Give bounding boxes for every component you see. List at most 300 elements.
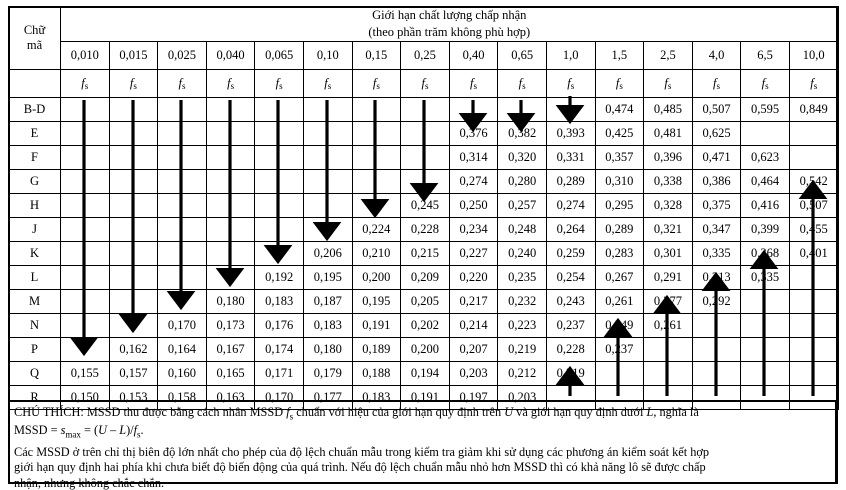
fs-sub-0: s xyxy=(84,80,89,91)
cell: 0,474 xyxy=(595,97,644,121)
fs-letter-6: f xyxy=(372,75,377,90)
table-row xyxy=(9,121,839,145)
aql-col-4: 0,065 xyxy=(255,41,304,69)
fs-code-spacer xyxy=(9,69,61,97)
cell: 0,416 xyxy=(741,193,790,217)
aql-col-7: 0,25 xyxy=(401,41,450,69)
cell xyxy=(206,121,255,145)
cell: 0,248 xyxy=(498,217,547,241)
aql-col-13: 4,0 xyxy=(692,41,741,69)
cell: 0,295 xyxy=(595,193,644,217)
cell: 0,401 xyxy=(789,241,838,265)
cell: 0,188 xyxy=(352,361,401,385)
cell xyxy=(61,169,110,193)
cell: 0,261 xyxy=(595,289,644,313)
cell: 0,202 xyxy=(401,313,450,337)
cell: 0,328 xyxy=(644,193,693,217)
aql-col-1: 0,015 xyxy=(109,41,158,69)
cell xyxy=(109,217,158,241)
cell: 0,191 xyxy=(352,313,401,337)
fs-sub-4: s xyxy=(279,80,283,91)
row-code: Q xyxy=(9,361,61,385)
cell xyxy=(789,121,838,145)
cell: 0,283 xyxy=(595,241,644,265)
fs-symbol-8 xyxy=(449,69,498,97)
fs-letter-14: f xyxy=(761,75,766,90)
cell xyxy=(109,313,158,337)
row-code: F xyxy=(9,145,61,169)
cell: 0,177 xyxy=(303,385,352,409)
cell: 0,209 xyxy=(401,265,450,289)
aql-title-header xyxy=(61,7,839,42)
row-code: N xyxy=(9,313,61,337)
cell: 0,167 xyxy=(206,337,255,361)
cell xyxy=(255,121,304,145)
cell xyxy=(303,169,352,193)
cell xyxy=(206,241,255,265)
fs-letter-7: f xyxy=(421,75,425,90)
cell: 0,164 xyxy=(158,337,207,361)
row-code: H xyxy=(9,193,61,217)
header-row-fs xyxy=(9,69,839,97)
cell: 0,206 xyxy=(303,241,352,265)
note-line2-fs: f xyxy=(133,422,138,437)
cell xyxy=(789,313,838,337)
cell xyxy=(158,265,207,289)
cell: 0,183 xyxy=(352,385,401,409)
fs-symbol-10 xyxy=(546,69,595,97)
cell xyxy=(303,121,352,145)
cell xyxy=(789,361,838,385)
cell xyxy=(401,169,450,193)
cell: 0,301 xyxy=(644,241,693,265)
row-code: M xyxy=(9,289,61,313)
cell: 0,289 xyxy=(546,169,595,193)
cell xyxy=(449,97,498,121)
note-line2-e: . xyxy=(140,422,144,437)
fs-sub-7: s xyxy=(424,80,429,91)
cell: 0,220 xyxy=(449,265,498,289)
note-line1-d: , nghĩa là xyxy=(653,405,699,419)
cell xyxy=(158,241,207,265)
note-line1-u: U xyxy=(504,405,514,419)
cell xyxy=(158,289,207,313)
cell: 0,212 xyxy=(498,361,547,385)
cell: 0,471 xyxy=(692,145,741,169)
fs-sub-8: s xyxy=(473,80,478,91)
code-header-line2: mã xyxy=(26,37,43,52)
cell: 0,259 xyxy=(546,241,595,265)
cell: 0,314 xyxy=(449,145,498,169)
cell xyxy=(109,289,158,313)
note-line2-s: s xyxy=(60,422,66,437)
cell xyxy=(109,169,158,193)
cell: 0,163 xyxy=(206,385,255,409)
cell: 0,347 xyxy=(692,217,741,241)
cell: 0,180 xyxy=(303,337,352,361)
cell: 0,481 xyxy=(644,121,693,145)
cell: 0,254 xyxy=(546,265,595,289)
cell: 0,194 xyxy=(401,361,450,385)
table-row xyxy=(9,145,839,169)
fs-letter-0: f xyxy=(81,75,85,90)
cell: 0,205 xyxy=(401,289,450,313)
cell xyxy=(255,145,304,169)
aql-col-6: 0,15 xyxy=(352,41,401,69)
cell xyxy=(789,337,838,361)
cell: 0,207 xyxy=(449,337,498,361)
cell xyxy=(255,241,304,265)
cell: 0,214 xyxy=(449,313,498,337)
aql-col-8: 0,40 xyxy=(449,41,498,69)
cell: 0,542 xyxy=(789,169,838,193)
fs-symbol-11 xyxy=(595,69,644,97)
cell xyxy=(546,97,595,121)
note-line2-u: U xyxy=(98,422,107,437)
aql-col-12: 2,5 xyxy=(644,41,693,69)
aql-col-3: 0,040 xyxy=(206,41,255,69)
cell xyxy=(109,97,158,121)
cell: 0,289 xyxy=(595,217,644,241)
row-code: E xyxy=(9,121,61,145)
fs-letter-11: f xyxy=(615,75,620,90)
cell: 0,227 xyxy=(449,241,498,265)
cell: 0,174 xyxy=(255,337,304,361)
cell xyxy=(158,217,207,241)
cell xyxy=(255,97,304,121)
cell: 0,257 xyxy=(498,193,547,217)
cell: 0,179 xyxy=(303,361,352,385)
cell: 0,321 xyxy=(644,217,693,241)
aql-table xyxy=(8,6,839,410)
cell: 0,849 xyxy=(789,97,838,121)
cell: 0,158 xyxy=(158,385,207,409)
aql-title-line2: (theo phần trăm không phù hợp) xyxy=(368,24,531,39)
note-block xyxy=(8,400,836,490)
cell: 0,180 xyxy=(206,289,255,313)
cell: 0,396 xyxy=(644,145,693,169)
cell xyxy=(644,337,693,361)
cell: 0,237 xyxy=(546,313,595,337)
cell xyxy=(692,337,741,361)
cell: 0,376 xyxy=(449,121,498,145)
cell: 0,219 xyxy=(498,337,547,361)
cell xyxy=(741,337,790,361)
fs-letter-5: f xyxy=(324,75,328,90)
cell xyxy=(158,145,207,169)
fs-sub-13: s xyxy=(716,80,721,91)
note-line2-c: – xyxy=(106,422,120,437)
fs-sub-15: s xyxy=(813,80,818,91)
cell: 0,217 xyxy=(449,289,498,313)
cell: 0,173 xyxy=(206,313,255,337)
cell xyxy=(158,193,207,217)
header-row-values xyxy=(9,41,839,69)
cell xyxy=(61,217,110,241)
cell xyxy=(352,121,401,145)
table-row xyxy=(9,337,839,361)
cell xyxy=(352,169,401,193)
aql-title-line1: Giới hạn chất lượng chấp nhận xyxy=(372,8,527,22)
cell: 0,375 xyxy=(692,193,741,217)
cell: 0,464 xyxy=(741,169,790,193)
cell xyxy=(595,361,644,385)
fs-sub-14: s xyxy=(765,80,769,91)
cell xyxy=(158,97,207,121)
fs-letter-12: f xyxy=(664,75,668,90)
fs-symbol-0 xyxy=(61,69,110,97)
fs-sub-3: s xyxy=(230,80,235,91)
cell xyxy=(61,289,110,313)
cell: 0,313 xyxy=(692,265,741,289)
cell xyxy=(401,145,450,169)
cell: 0,228 xyxy=(546,337,595,361)
cell: 0,200 xyxy=(401,337,450,361)
note-line2-b: = ( xyxy=(80,422,99,437)
cell xyxy=(741,289,790,313)
fs-letter-15: f xyxy=(810,75,814,90)
cell xyxy=(109,241,158,265)
cell: 0,162 xyxy=(109,337,158,361)
fs-sub-5: s xyxy=(327,80,332,91)
cell: 0,274 xyxy=(546,193,595,217)
cell: 0,267 xyxy=(595,265,644,289)
aql-col-15: 10,0 xyxy=(789,41,838,69)
cell xyxy=(255,193,304,217)
cell: 0,165 xyxy=(206,361,255,385)
cell xyxy=(206,217,255,241)
table-row xyxy=(9,217,839,241)
cell: 0,170 xyxy=(255,385,304,409)
cell: 0,368 xyxy=(741,241,790,265)
fs-symbol-3 xyxy=(206,69,255,97)
aql-col-11: 1,5 xyxy=(595,41,644,69)
cell: 0,153 xyxy=(109,385,158,409)
cell: 0,331 xyxy=(546,145,595,169)
row-code: R xyxy=(9,385,61,409)
cell: 0,291 xyxy=(644,265,693,289)
note-line1-l: L xyxy=(646,405,654,419)
note-line2-s-sub: max xyxy=(65,429,81,440)
cell xyxy=(401,97,450,121)
cell: 0,623 xyxy=(741,145,790,169)
cell: 0,240 xyxy=(498,241,547,265)
cell: 0,171 xyxy=(255,361,304,385)
row-code: G xyxy=(9,169,61,193)
note-line1-c: và giới hạn quy định dưới xyxy=(513,405,647,419)
cell xyxy=(741,313,790,337)
cell: 0,310 xyxy=(595,169,644,193)
note-line1-fs: f xyxy=(286,405,290,419)
cell: 0,243 xyxy=(546,289,595,313)
note-line2-a: MSSD = xyxy=(14,422,61,437)
cell: 0,183 xyxy=(303,313,352,337)
cell: 0,274 xyxy=(449,169,498,193)
fs-symbol-7 xyxy=(401,69,450,97)
cell: 0,234 xyxy=(449,217,498,241)
cell: 0,160 xyxy=(158,361,207,385)
cell: 0,203 xyxy=(449,361,498,385)
cell: 0,261 xyxy=(644,313,693,337)
cell xyxy=(255,217,304,241)
fs-symbol-4 xyxy=(255,69,304,97)
cell: 0,191 xyxy=(401,385,450,409)
cell xyxy=(158,169,207,193)
row-code: K xyxy=(9,241,61,265)
cell: 0,228 xyxy=(401,217,450,241)
aql-col-2: 0,025 xyxy=(158,41,207,69)
cell: 0,187 xyxy=(303,289,352,313)
note-line-1 xyxy=(14,405,830,423)
cell: 0,210 xyxy=(352,241,401,265)
cell xyxy=(206,97,255,121)
fs-symbol-5 xyxy=(303,69,352,97)
note-line-5: nhận, nhưng không chắc chắn. xyxy=(14,475,165,490)
cell: 0,386 xyxy=(692,169,741,193)
cell: 0,399 xyxy=(741,217,790,241)
cell xyxy=(255,169,304,193)
fs-symbol-9 xyxy=(498,69,547,97)
cell xyxy=(61,337,110,361)
fs-letter-3: f xyxy=(227,75,231,90)
cell: 0,232 xyxy=(498,289,547,313)
cell: 0,264 xyxy=(546,217,595,241)
aql-col-10: 1,0 xyxy=(546,41,595,69)
cell: 0,625 xyxy=(692,121,741,145)
fs-symbol-1 xyxy=(109,69,158,97)
cell xyxy=(644,361,693,385)
note-line-3: Các MSSD ở trên chỉ thị biên độ lớn nhất cho phép của độ lệch chuẩn mẫu trong kiểm tra giảm khi sử dụng các phương án kiểm soát kết hợp xyxy=(14,444,710,459)
cell xyxy=(61,265,110,289)
fs-sub-12: s xyxy=(667,80,672,91)
cell xyxy=(206,169,255,193)
table-row xyxy=(9,289,839,313)
cell: 0,250 xyxy=(449,193,498,217)
cell: 0,203 xyxy=(498,385,547,409)
note-line1-a: CHÚ THÍCH: MSSD thu được bằng cách nhân MSSD xyxy=(14,405,287,419)
cell xyxy=(303,97,352,121)
note-line2-d: )/ xyxy=(126,422,134,437)
note-line2-fs-sub: s xyxy=(137,429,141,440)
table-row xyxy=(9,97,839,121)
cell xyxy=(61,97,110,121)
cell xyxy=(158,121,207,145)
row-code: B-D xyxy=(9,97,61,121)
table-row xyxy=(9,193,839,217)
cell xyxy=(352,145,401,169)
cell: 0,157 xyxy=(109,361,158,385)
code-column-header xyxy=(9,7,61,70)
cell xyxy=(692,313,741,337)
fs-symbol-14 xyxy=(741,69,790,97)
cell xyxy=(109,193,158,217)
cell: 0,335 xyxy=(741,265,790,289)
cell: 0,507 xyxy=(692,97,741,121)
cell xyxy=(206,145,255,169)
cell xyxy=(741,361,790,385)
cell: 0,455 xyxy=(789,217,838,241)
row-code: P xyxy=(9,337,61,361)
cell: 0,224 xyxy=(352,217,401,241)
fs-letter-13: f xyxy=(713,75,717,90)
fs-letter-10: f xyxy=(567,75,571,90)
cell: 0,277 xyxy=(644,289,693,313)
cell xyxy=(401,121,450,145)
cell: 0,237 xyxy=(595,337,644,361)
cell xyxy=(109,145,158,169)
cell: 0,280 xyxy=(498,169,547,193)
cell: 0,382 xyxy=(498,121,547,145)
note-line1-fs-sub: s xyxy=(289,411,294,422)
note-line1-b: chuẩn với hiệu của giới hạn quy định trên xyxy=(293,405,505,419)
cell xyxy=(61,145,110,169)
cell xyxy=(206,193,255,217)
fs-letter-1: f xyxy=(129,75,134,90)
cell xyxy=(352,97,401,121)
cell xyxy=(303,145,352,169)
table-row xyxy=(9,265,839,289)
cell xyxy=(789,289,838,313)
table-row xyxy=(9,241,839,265)
fs-sub-10: s xyxy=(570,80,575,91)
cell xyxy=(303,193,352,217)
cell xyxy=(498,97,547,121)
cell xyxy=(109,265,158,289)
cell xyxy=(303,217,352,241)
cell: 0,197 xyxy=(449,385,498,409)
cell xyxy=(789,265,838,289)
cell: 0,195 xyxy=(352,289,401,313)
table-row xyxy=(9,313,839,337)
aql-col-9: 0,65 xyxy=(498,41,547,69)
fs-symbol-6 xyxy=(352,69,401,97)
cell: 0,219 xyxy=(546,361,595,385)
cell xyxy=(692,361,741,385)
fs-letter-2: f xyxy=(178,75,182,90)
fs-sub-9: s xyxy=(522,80,526,91)
cell xyxy=(789,145,838,169)
cell: 0,150 xyxy=(61,385,110,409)
cell xyxy=(109,121,158,145)
cell: 0,335 xyxy=(692,241,741,265)
cell: 0,393 xyxy=(546,121,595,145)
cell xyxy=(352,193,401,217)
fs-letter-9: f xyxy=(518,75,523,90)
note-line-4: giới hạn quy định hai phía khi chưa biết độ biến động của quá trình. Nếu độ lệch chuẩn mẫu nhỏ hơn MSSD thì có khả năng lô sẽ được chấp xyxy=(14,460,706,475)
cell: 0,507 xyxy=(789,193,838,217)
fs-sub-11: s xyxy=(619,80,623,91)
cell: 0,249 xyxy=(595,313,644,337)
fs-letter-4: f xyxy=(275,75,280,90)
cell: 0,425 xyxy=(595,121,644,145)
cell: 0,338 xyxy=(644,169,693,193)
cell xyxy=(61,313,110,337)
cell: 0,155 xyxy=(61,361,110,385)
header-row-title xyxy=(9,7,839,42)
fs-letter-8: f xyxy=(470,75,474,90)
cell: 0,170 xyxy=(158,313,207,337)
cell xyxy=(61,121,110,145)
cell xyxy=(61,193,110,217)
fs-symbol-13 xyxy=(692,69,741,97)
fs-sub-6: s xyxy=(376,80,380,91)
aql-col-0: 0,010 xyxy=(61,41,110,69)
cell xyxy=(741,121,790,145)
row-code: J xyxy=(9,217,61,241)
fs-symbol-12 xyxy=(644,69,693,97)
cell: 0,183 xyxy=(255,289,304,313)
cell: 0,195 xyxy=(303,265,352,289)
